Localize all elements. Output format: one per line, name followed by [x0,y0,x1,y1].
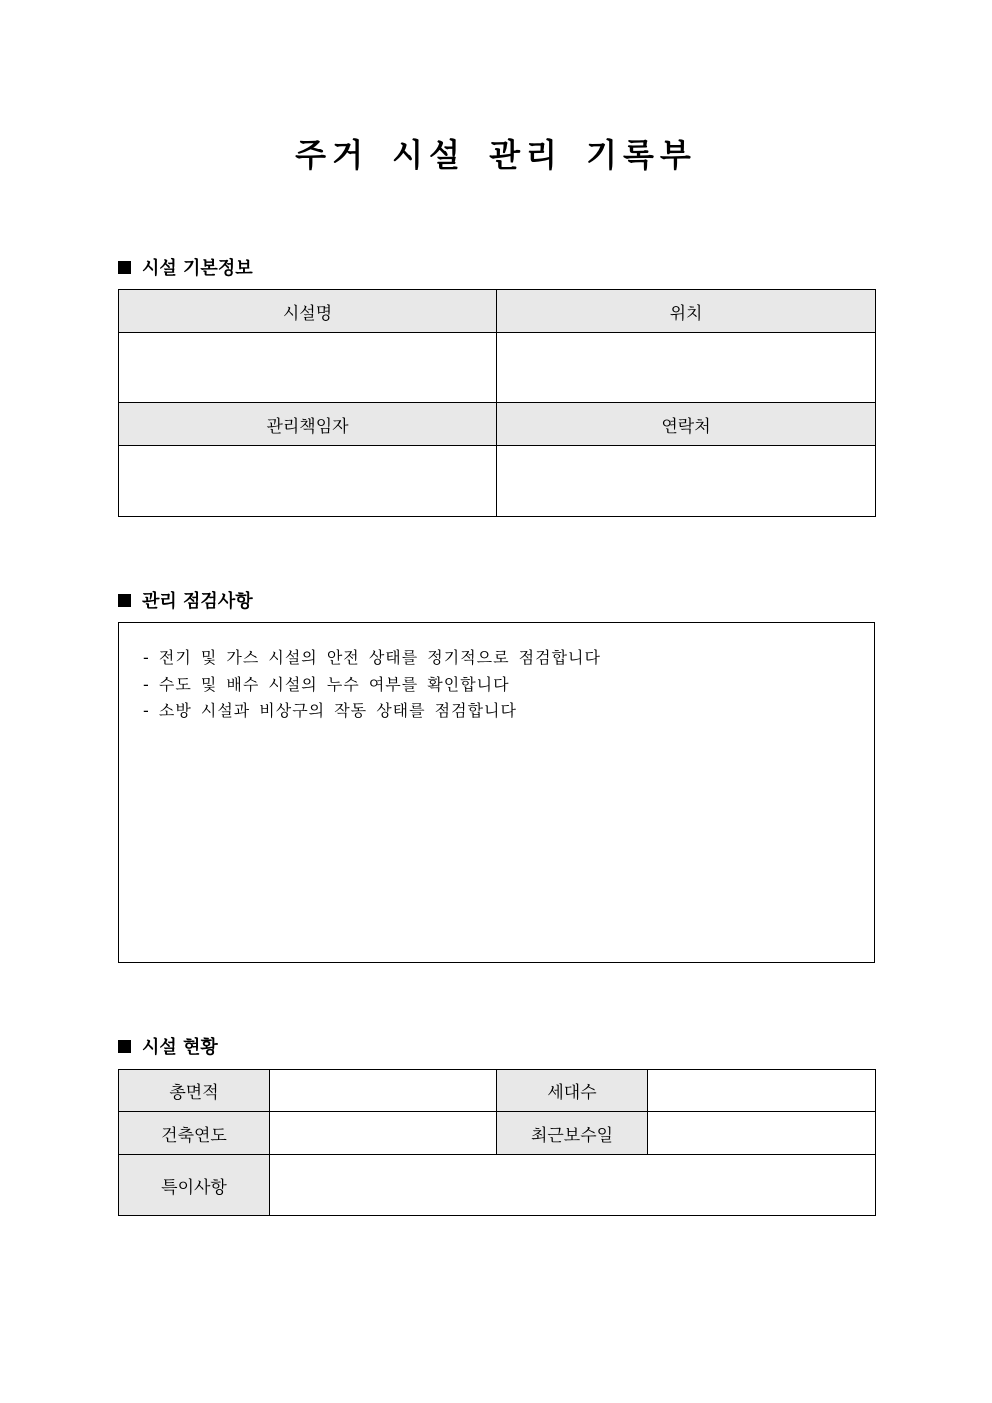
remarks-field[interactable] [270,1155,876,1216]
inspection-heading-text: 관리 점검사항 [142,591,253,612]
basic-info-heading-text: 시설 기본정보 [142,258,253,279]
built-year-label: 건축연도 [119,1112,270,1155]
remarks-label: 특이사항 [119,1155,270,1216]
square-bullet-icon [118,594,131,607]
contact-label: 연락처 [497,403,876,446]
square-bullet-icon [118,261,131,274]
inspection-box[interactable] [118,622,875,963]
basic-info-heading [118,254,253,280]
square-bullet-icon [118,1040,131,1053]
households-field[interactable] [648,1070,876,1112]
inspection-list [119,623,874,725]
inspection-heading [118,587,253,613]
total-area-label: 총면적 [119,1070,270,1112]
facility-name-label: 시설명 [119,290,497,333]
status-heading [118,1033,218,1059]
last-repair-field[interactable] [648,1112,876,1155]
status-table [118,1069,876,1216]
total-area-field[interactable] [270,1070,497,1112]
facility-name-field[interactable] [119,333,497,403]
households-label: 세대수 [497,1070,648,1112]
contact-field[interactable] [497,446,876,517]
last-repair-label: 최근보수일 [497,1112,648,1155]
built-year-field[interactable] [270,1112,497,1155]
manager-field[interactable] [119,446,497,517]
status-heading-text: 시설 현황 [142,1037,218,1058]
basic-info-table [118,289,876,517]
inspection-item: - 수도 및 배수 시설의 누수 여부를 확인합니다 [143,672,874,699]
inspection-item: - 전기 및 가스 시설의 안전 상태를 정기적으로 점검합니다 [143,645,874,672]
location-field[interactable] [497,333,876,403]
document-title: 주거 시설 관리 기록부 [295,136,697,174]
manager-label: 관리책임자 [119,403,497,446]
inspection-item: - 소방 시설과 비상구의 작동 상태를 점검합니다 [143,698,874,725]
location-label: 위치 [497,290,876,333]
